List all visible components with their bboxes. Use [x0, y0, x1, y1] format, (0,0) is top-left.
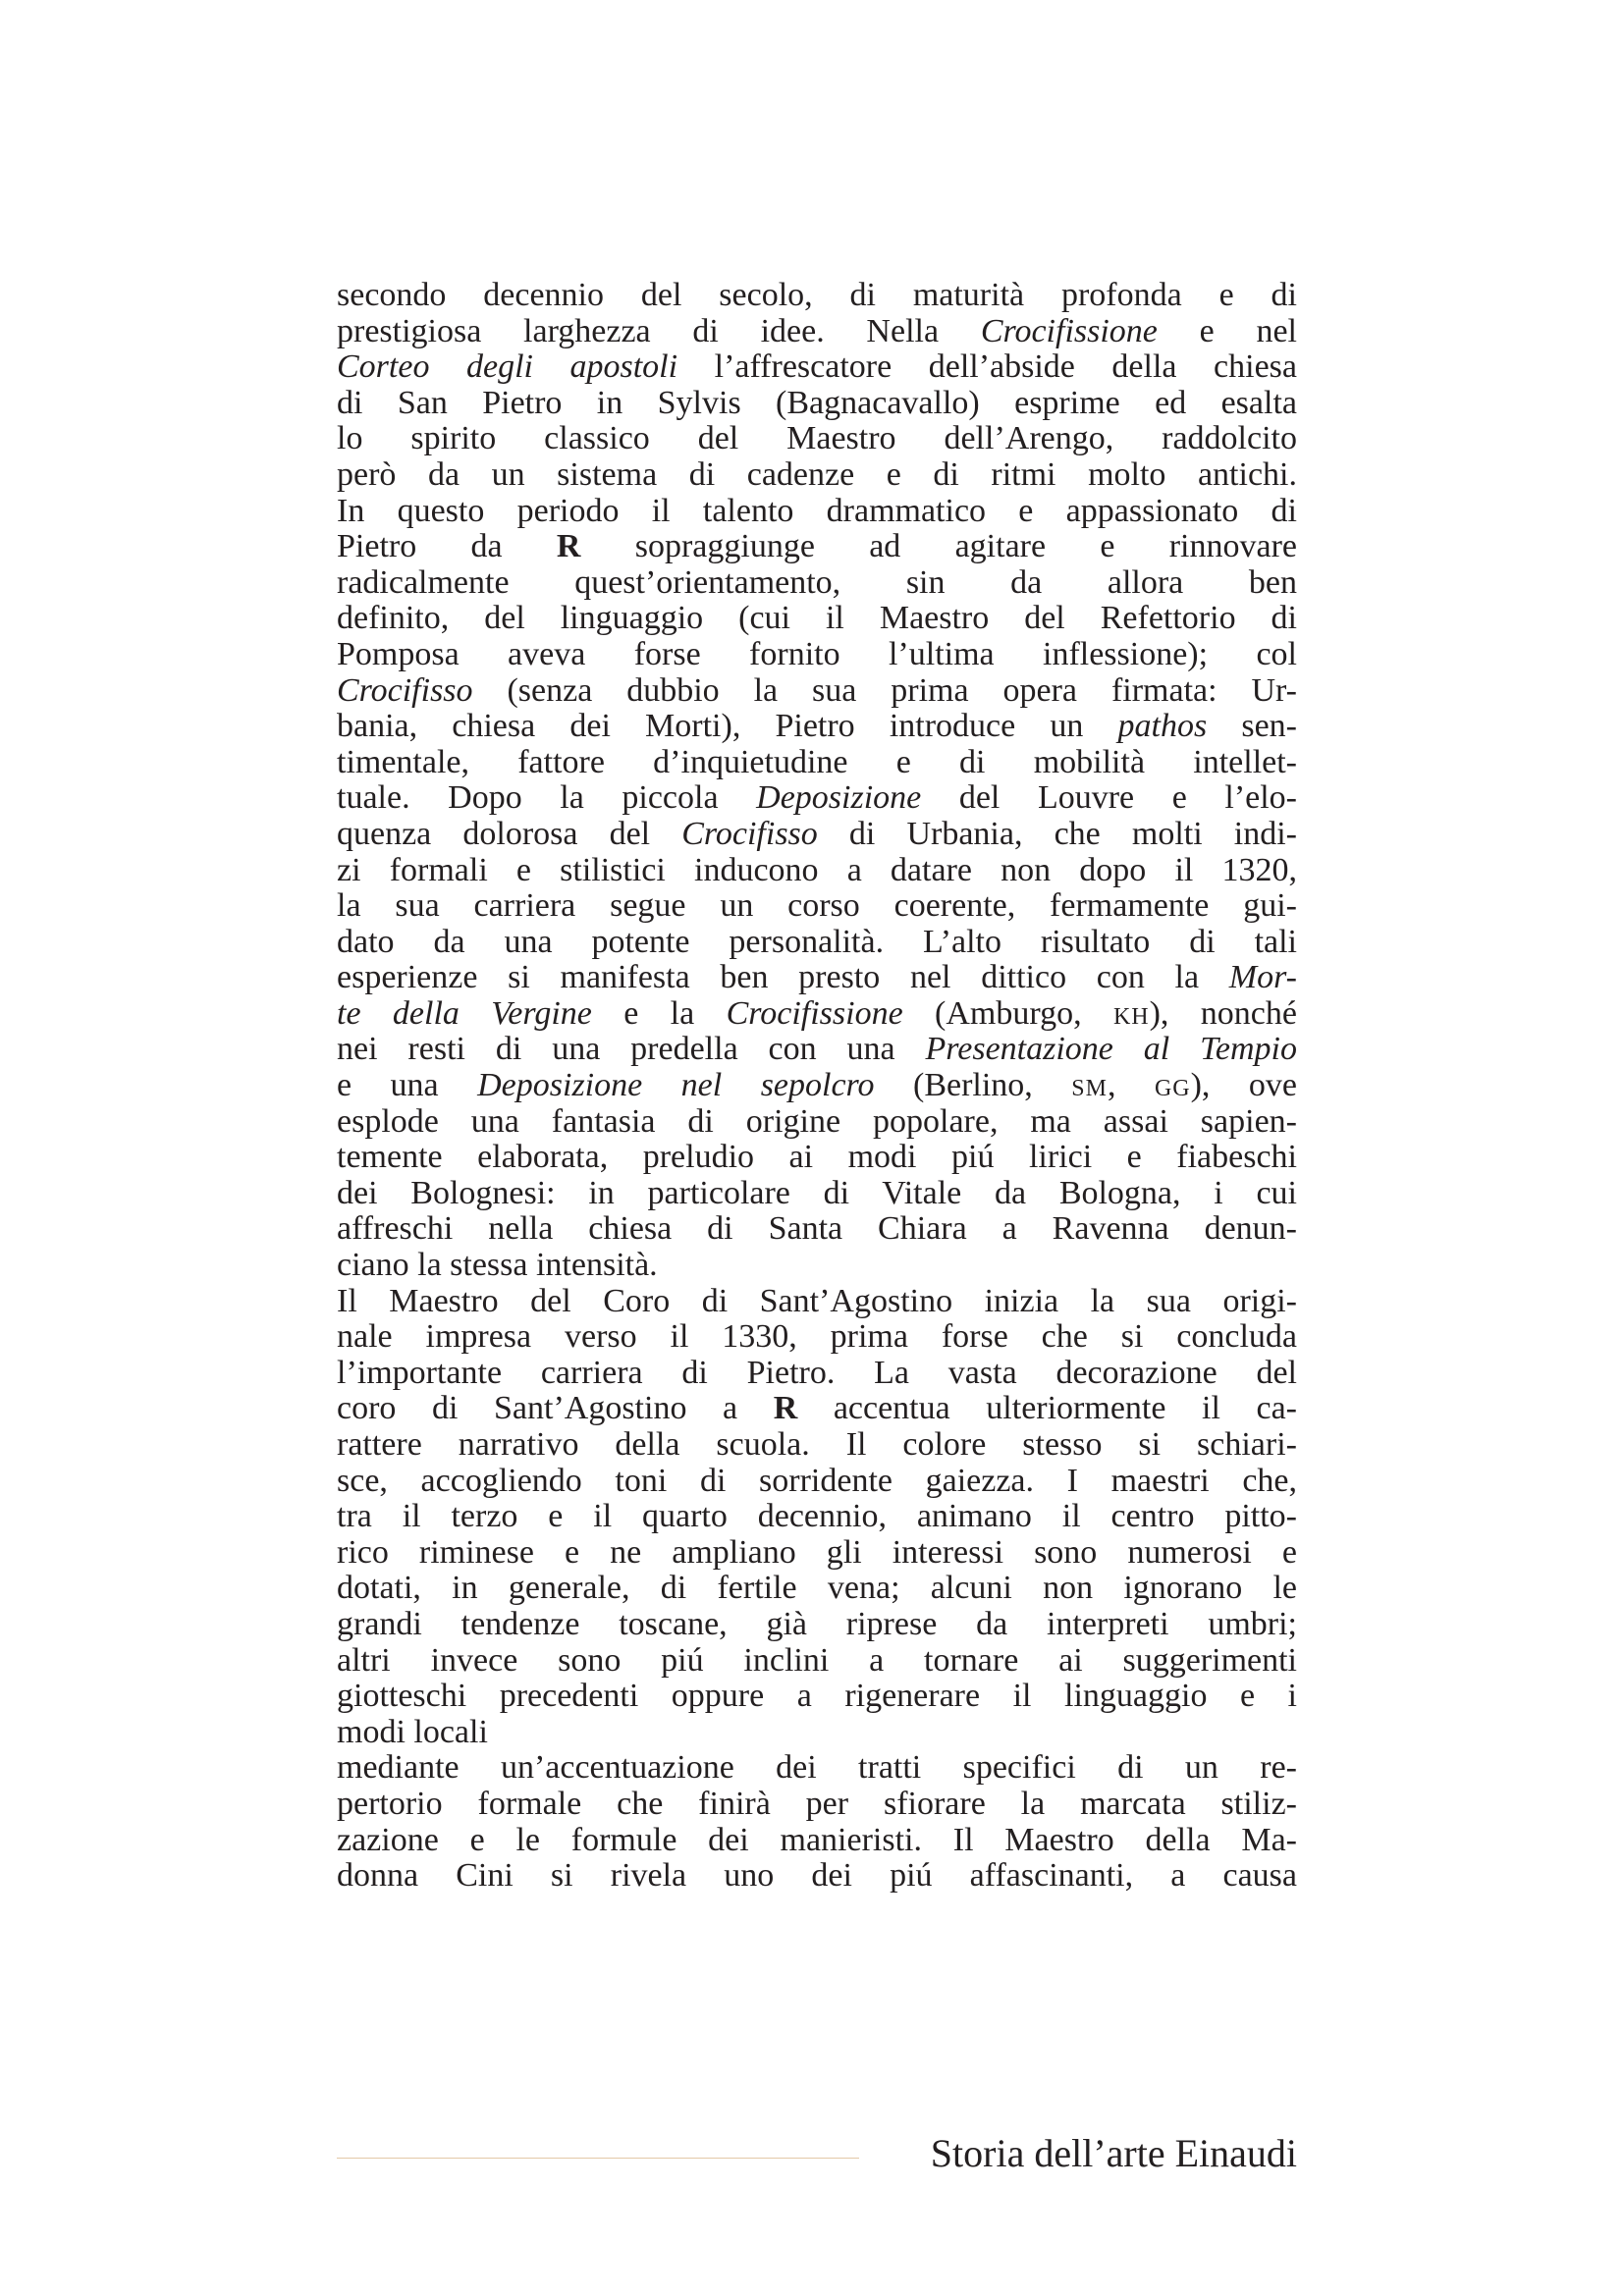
- text-segment: Deposizione: [756, 779, 922, 817]
- text-segment: Crocifisso: [337, 671, 473, 709]
- text-line: [337, 1068, 1297, 1104]
- text-segment: pertorio formale che finirà per sfiorare la marcata stiliz-: [337, 1785, 1297, 1822]
- text-segment: zi formali e stilistici inducono a datare non dopo il 1320,: [337, 851, 1297, 888]
- text-segment: rico riminese e ne ampliano gli interessi sono numerosi e: [337, 1533, 1297, 1571]
- text-segment: nale impresa verso il 1330, prima forse che si concluda: [337, 1318, 1297, 1356]
- text-segment: esperienze si manifesta ben presto nel dittico con la: [337, 959, 1229, 996]
- text-line: [337, 565, 1297, 602]
- text-line: [337, 996, 1297, 1033]
- text-segment: accentua ulteriormente il ca-: [797, 1390, 1297, 1427]
- text-segment: di Urbania, che molti indi-: [817, 815, 1297, 852]
- text-segment: Deposizione nel sepolcro: [477, 1067, 875, 1104]
- text-line: [337, 349, 1297, 386]
- text-segment: Pomposa aveva forse fornito l’ultima inflessione); col: [337, 635, 1297, 672]
- text-segment: (Amburgo,: [902, 994, 1113, 1032]
- text-line: [337, 637, 1297, 673]
- footer-divider: [337, 2158, 859, 2159]
- text-segment: ,: [1107, 1067, 1155, 1104]
- text-segment: R: [556, 528, 581, 565]
- text-segment: In questo periodo il talento drammatico e appassionato di: [337, 492, 1297, 529]
- text-segment: sopraggiunge ad agitare e rinnovare: [580, 528, 1298, 565]
- text-segment: dotati, in generale, di fertile vena; alcuni non ignorano le: [337, 1570, 1297, 1607]
- text-segment: Crocifissione: [980, 312, 1158, 349]
- text-line: [337, 1464, 1297, 1500]
- text-segment: tuale. Dopo la piccola: [337, 779, 757, 817]
- text-segment: prestigiosa larghezza di idee. Nella: [337, 312, 981, 349]
- text-segment: di San Pietro in Sylvis (Bagnacavallo) esprime ed esalta: [337, 384, 1297, 421]
- text-segment: radicalmente quest’orientamento, sin da allora ben: [337, 563, 1297, 601]
- text-line: [337, 1571, 1297, 1607]
- text-line: [337, 960, 1297, 996]
- text-segment: lo spirito classico del Maestro dell’Arengo, raddolcito: [337, 420, 1297, 457]
- text-segment: sce, accogliendo toni di sorridente gaiezza. I maestri che,: [337, 1462, 1297, 1499]
- text-segment: nei resti di una predella con una: [337, 1031, 926, 1068]
- text-segment: pathos: [1117, 708, 1208, 745]
- text-segment: bania, chiesa dei Morti), Pietro introduce un: [337, 708, 1118, 745]
- text-line: [337, 745, 1297, 781]
- text-segment: donna Cini si rivela uno dei piú affascinanti, a causa: [337, 1857, 1297, 1895]
- text-line: [337, 1319, 1297, 1356]
- text-segment: del Louvre e l’elo-: [921, 779, 1297, 817]
- text-segment: kh: [1112, 994, 1150, 1032]
- text-segment: Mor-: [1228, 959, 1297, 996]
- text-segment: quenza dolorosa del: [337, 815, 682, 852]
- text-segment: secondo decennio del secolo, di maturità profonda e di: [337, 277, 1297, 313]
- text-line: [337, 1356, 1297, 1392]
- text-line: [337, 1823, 1297, 1859]
- text-line: [337, 1607, 1297, 1643]
- text-segment: ), ove: [1190, 1067, 1297, 1104]
- text-line: [337, 673, 1297, 710]
- text-line: [337, 1535, 1297, 1572]
- text-segment: affreschi nella chiesa di Santa Chiara a Ravenna denun-: [337, 1210, 1297, 1248]
- text-line: [337, 421, 1297, 457]
- text-segment: definito, del linguaggio (cui il Maestro del Refettorio di: [337, 600, 1297, 637]
- text-line: [337, 457, 1297, 494]
- text-segment: (senza dubbio la sua prima opera firmata: Ur-: [472, 671, 1297, 709]
- text-line: [337, 1211, 1297, 1248]
- text-segment: e una: [337, 1067, 478, 1104]
- text-segment: dei Bolognesi: in particolare di Vitale da Bologna, i cui: [337, 1174, 1297, 1211]
- text-line: [337, 1104, 1297, 1141]
- text-segment: ciano la stessa intensità.: [337, 1247, 658, 1284]
- text-segment: sm: [1071, 1067, 1108, 1104]
- text-line: [337, 278, 1297, 314]
- text-line: [337, 1858, 1297, 1895]
- text-segment: (Berlino,: [874, 1067, 1072, 1104]
- text-line: [337, 1032, 1297, 1068]
- text-line: [337, 1427, 1297, 1464]
- text-line: [337, 780, 1297, 817]
- text-line: [337, 601, 1297, 637]
- text-segment: R: [773, 1390, 798, 1427]
- text-line: [337, 1248, 1297, 1284]
- text-segment: dato da una potente personalità. L’alto risultato di tali: [337, 923, 1297, 960]
- text-segment: esplode una fantasia di origine popolare, ma assai sapien-: [337, 1102, 1297, 1140]
- text-segment: rattere narrativo della scuola. Il colore stesso si schiari-: [337, 1426, 1297, 1463]
- text-line: [337, 1750, 1297, 1787]
- text-line: [337, 1176, 1297, 1212]
- text-segment: l’importante carriera di Pietro. La vasta decorazione del: [337, 1354, 1297, 1391]
- text-segment: altri invece sono piú inclini a tornare ai suggerimenti: [337, 1641, 1297, 1679]
- text-segment: te della Vergine: [337, 994, 592, 1032]
- text-line: [337, 1715, 1297, 1751]
- text-line: [337, 1284, 1297, 1320]
- text-segment: Pietro da: [337, 528, 557, 565]
- text-segment: temente elaborata, preludio ai modi piú lirici e fiabeschi: [337, 1139, 1297, 1176]
- text-segment: però da un sistema di cadenze e di ritmi molto antichi.: [337, 455, 1297, 493]
- text-segment: grandi tendenze toscane, già riprese da interpreti umbri;: [337, 1605, 1297, 1642]
- body-text: [337, 278, 1297, 1895]
- text-segment: ), nonché: [1149, 994, 1297, 1032]
- text-line: [337, 529, 1297, 565]
- text-segment: la sua carriera segue un corso coerente, fermamente gui-: [337, 887, 1297, 925]
- text-line: [337, 1499, 1297, 1535]
- text-line: [337, 386, 1297, 422]
- text-segment: gg: [1154, 1067, 1191, 1104]
- text-segment: Crocifisso: [681, 815, 818, 852]
- text-line: [337, 925, 1297, 961]
- text-segment: e la: [591, 994, 727, 1032]
- text-line: [337, 1140, 1297, 1176]
- text-line: [337, 1679, 1297, 1715]
- text-segment: mediante un’accentuazione dei tratti specifici di un re-: [337, 1749, 1297, 1787]
- text-line: [337, 709, 1297, 745]
- text-segment: giotteschi precedenti oppure a rigenerare il linguaggio e i: [337, 1678, 1297, 1715]
- text-segment: Presentazione al Tempio: [925, 1031, 1297, 1068]
- text-segment: timentale, fattore d’inquietudine e di mobilità intellet-: [337, 743, 1297, 780]
- text-segment: zazione e le formule dei manieristi. Il Maestro della Ma-: [337, 1821, 1297, 1858]
- text-line: [337, 853, 1297, 889]
- text-segment: Corteo degli apostoli: [337, 348, 678, 386]
- footer-title: Storia dell’arte Einaudi: [930, 2131, 1297, 2175]
- text-segment: e nel: [1157, 312, 1297, 349]
- text-line: [337, 888, 1297, 925]
- text-segment: tra il terzo e il quarto decennio, animano il centro pitto-: [337, 1498, 1297, 1535]
- text-line: [337, 1391, 1297, 1427]
- text-segment: sen-: [1207, 708, 1297, 745]
- text-line: [337, 314, 1297, 350]
- text-segment: Crocifissione: [726, 994, 903, 1032]
- text-segment: modi locali: [337, 1713, 488, 1750]
- text-segment: coro di Sant’Agostino a: [337, 1390, 774, 1427]
- text-line: [337, 1787, 1297, 1823]
- text-segment: Il Maestro del Coro di Sant’Agostino inizia la sua origi-: [337, 1282, 1297, 1319]
- text-line: [337, 817, 1297, 853]
- text-line: [337, 494, 1297, 530]
- text-segment: l’affrescatore dell’abside della chiesa: [677, 348, 1297, 386]
- text-line: [337, 1643, 1297, 1680]
